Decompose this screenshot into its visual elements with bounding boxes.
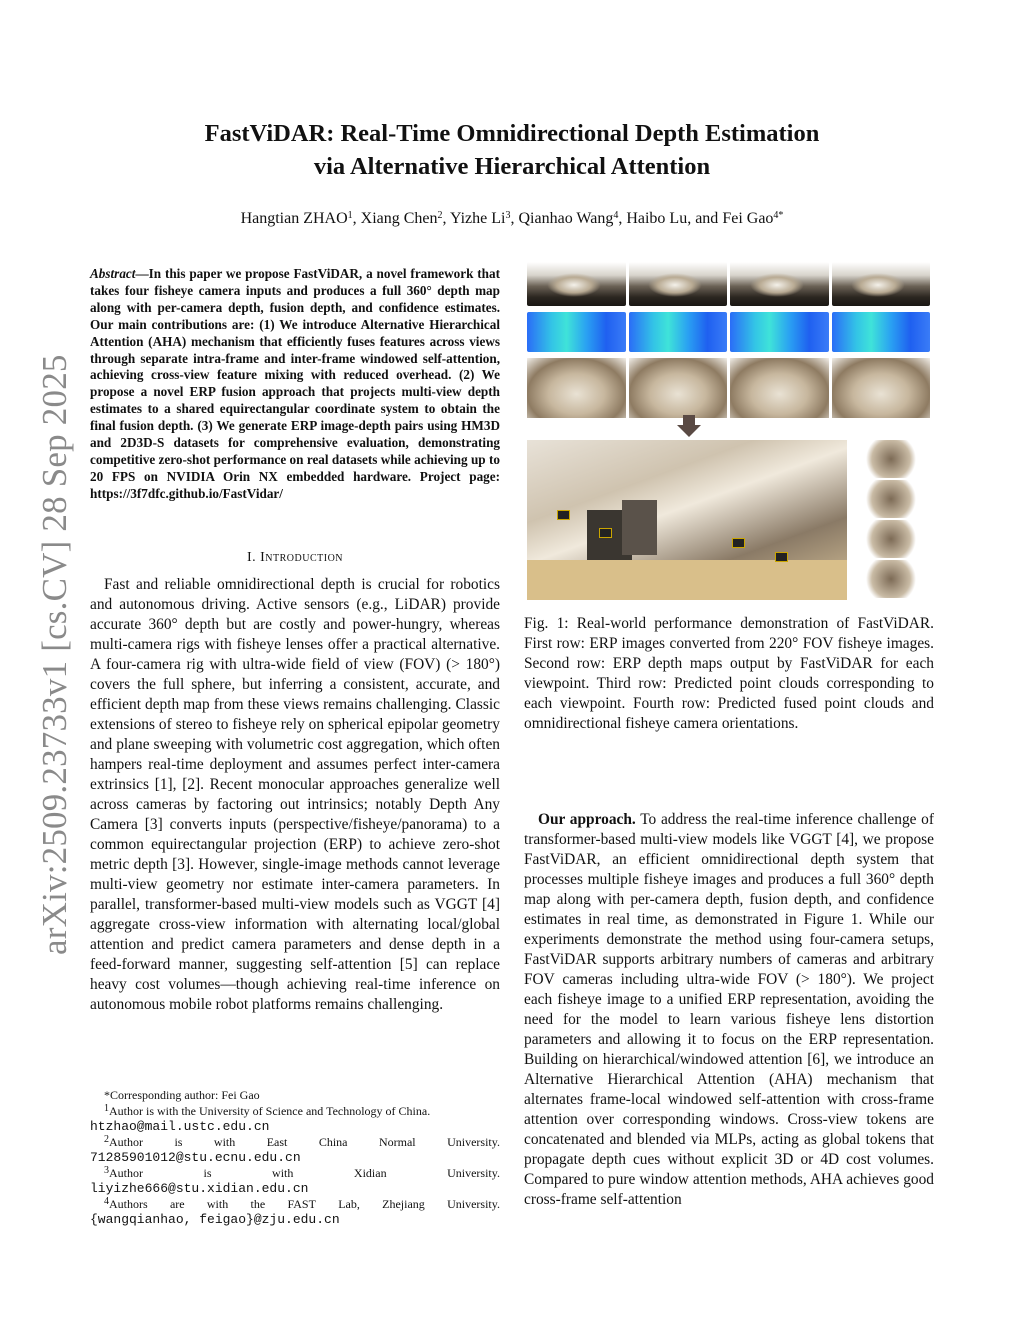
section-number: I. [246, 550, 257, 565]
floor-region [527, 560, 847, 600]
author-join: and [695, 210, 719, 227]
author-name: Qianhao Wang [518, 210, 614, 227]
point-cloud [629, 358, 728, 418]
paper-title [120, 117, 904, 183]
author-separator: , [352, 210, 361, 227]
footnote-2-email: 71285901012@stu.ecnu.edu.cn [90, 1150, 301, 1165]
author-list [120, 208, 904, 230]
footnotes [90, 1088, 500, 1228]
author-name: Hangtian ZHAO [240, 210, 348, 227]
section-heading-introduction [90, 550, 500, 566]
fn2-word: with [213, 1134, 236, 1149]
fn4-word: Authors [109, 1196, 148, 1211]
cabinet-region [622, 500, 657, 555]
orientation-thumbnail [862, 480, 920, 518]
fn2-word: University. [447, 1134, 500, 1149]
erp-image [832, 262, 931, 306]
fn3-word: Author [109, 1165, 143, 1180]
camera-icon [775, 552, 788, 562]
footnote-1-email: htzhao@mail.ustc.edu.cn [90, 1119, 270, 1134]
author-separator: , [510, 210, 519, 227]
section-title: Introduction [260, 550, 344, 565]
approach-paragraph [524, 810, 934, 1210]
footnote-corresponding: *Corresponding author: Fei Gao [104, 1088, 260, 1102]
fn3-w0 [104, 1166, 143, 1182]
fn2-word: East [266, 1134, 288, 1149]
point-cloud [730, 358, 829, 418]
down-arrow-icon [677, 425, 701, 437]
author-name: Haibo Lu [626, 210, 688, 227]
footnote-1-mark: 1 [104, 1102, 109, 1114]
depth-map [730, 312, 829, 352]
orientation-thumbnail [862, 520, 920, 558]
author-separator: , [442, 210, 450, 227]
author-separator: , [618, 210, 627, 227]
footnote-2-mark: 2 [104, 1133, 109, 1145]
abstract [90, 266, 500, 503]
erp-image [730, 262, 829, 306]
approach-text [524, 810, 934, 1210]
fn2-word: China [318, 1134, 348, 1149]
camera-icon [557, 510, 570, 520]
fn4-word: with [206, 1196, 229, 1211]
approach-body: To address the real-time inference challenge of transformer-based multi-view models like VGGT [4], we propose FastViDAR, an efficient omnidirectional depth system that processes multiple fisheye images and produces a full 360° depth map along with per-camera depth, fusion depth, and confidence estimates in real time, as demonstrated in Figure 1. While our experiments demonstrate the method using four-camera setups, FastViDAR supports arbitrary numbers of cameras and arbitrary FOV cameras including ultra-wide FOV (> 180°). We project each fisheye image to a unified ERP representation, avoiding the need for the model to learn various fisheye lens distortion parameters and allowing it to focus on the ERP representation. Building on hierarchical/windowed attention [6], we introduce an Alternative Hierarchical Attention (AHA) mechanism that alternates frame-local windowed self-attention with cross-frame attention over corresponding windows. Cross-view tokens are concatenated and blended via MLPs, acting as global tokens that propagate depth cues without explicit 3D or 4D cost volumes. Compared to pure window attention methods, AHA achieves good cross-frame self-attention [524, 811, 935, 1208]
fused-point-cloud [527, 440, 847, 600]
erp-image-row [527, 262, 930, 306]
fn2-word: Author [109, 1134, 143, 1149]
abstract-label: Abstract [90, 266, 136, 281]
arxiv-identifier: arXiv:2509.23733v1 [cs.CV] 28 Sep 2025 [35, 354, 74, 955]
author-affiliation: 4 [613, 210, 619, 221]
fn2-word: is [174, 1134, 183, 1149]
approach-lead: Our approach. [538, 811, 636, 828]
erp-image [629, 262, 728, 306]
fn2-w0 [104, 1135, 143, 1151]
fn4-word: Zhejiang [382, 1196, 425, 1211]
fn2-word: Normal [378, 1134, 416, 1149]
erp-image [527, 262, 626, 306]
footnote-4-email: {wangqianhao, feigao}@zju.edu.cn [90, 1212, 340, 1227]
footnote-4 [90, 1197, 500, 1213]
footnote-1 [90, 1104, 500, 1120]
footnote-1-text: Author is with the University of Science and Technology of China. [109, 1103, 431, 1118]
fn3-word: Xidian [353, 1165, 387, 1180]
introduction-body [90, 575, 500, 1015]
fn4-w0 [104, 1197, 148, 1213]
point-cloud-row [527, 358, 930, 418]
fn4-word: Lab, [338, 1196, 360, 1211]
camera-icon [732, 538, 745, 548]
author-affiliation: 3 [505, 210, 511, 221]
footnote-3-email: liyizhe666@stu.xidian.edu.cn [90, 1181, 309, 1196]
abstract-text: In this paper we propose FastViDAR, a novel framework that takes four fisheye camera inputs and produces a full 360° depth map along with per-camera depth, fusion depth, and confidence estimates. Our main contributions are: (1) We introduce Alternative Hierarchical Attention (AHA) mechanism that efficiently fuses features across views through separate intra-frame and inter-frame windowed self-attention, achieving cross-view feature mixing with reduced overhead. (2) We propose a novel ERP fusion approach that projects multi-view depth estimates to a shared equirectangular coordinate system to obtain the final fusion depth. (3) We generate ERP image-depth pairs using HM3D and 2D3D-S datasets for comprehensive evaluation, demonstrating competitive zero-shot performance on real datasets while achieving up to 20 FPS on NVIDIA Orin NX embedded hardware. Project page: https://3f7dfc.github.io/FastVidar/ [90, 266, 500, 501]
fn3-word: is [203, 1165, 212, 1180]
abstract-dash: — [135, 266, 149, 281]
fn4-word: are [169, 1196, 185, 1211]
footnote-3 [90, 1166, 500, 1182]
author-affiliation: 4* [773, 210, 784, 221]
fn3-word: with [272, 1165, 294, 1180]
depth-map [832, 312, 931, 352]
author-affiliation: 2 [437, 210, 443, 221]
author-name: Fei Gao [722, 210, 774, 227]
depth-map [527, 312, 626, 352]
point-cloud [832, 358, 931, 418]
figure-1-caption: Fig. 1: Real-world performance demonstration of FastViDAR. First row: ERP images converted from 220° FOV fisheye images. Second row: ERP depth maps output by FastViDAR for each viewpoint. Third row: Predicted point clouds corresponding to each viewpoint. Fourth row: Predicted fused point clouds and omnidirectional fisheye camera orientations. [524, 615, 934, 732]
title-line-2: via Alternative Hierarchical Attention [313, 153, 711, 180]
fn3-word: University. [447, 1165, 500, 1180]
depth-map-row [527, 312, 930, 352]
fn4-word: FAST [287, 1196, 316, 1211]
camera-icon [599, 528, 612, 538]
footnote-2 [90, 1135, 500, 1151]
footnote-3-mark: 3 [104, 1164, 109, 1176]
author-name: Yizhe Li [449, 210, 506, 227]
depth-map [629, 312, 728, 352]
fn4-word: University. [447, 1196, 500, 1211]
author-affiliation: 1 [347, 210, 353, 221]
title-line-1: FastViDAR: Real-Time Omnidirectional Depth Estimation [204, 120, 820, 147]
orientation-thumbnail [862, 440, 920, 478]
author-separator: , [687, 210, 696, 227]
fn4-word: the [250, 1196, 266, 1211]
figure-1 [527, 262, 930, 600]
fisheye-orientation-column [852, 440, 930, 600]
author-name: Xiang Chen [360, 210, 438, 227]
intro-paragraph: Fast and reliable omnidirectional depth is crucial for robotics and autonomous driving. Active sensors (e.g., LiDAR) provide accurate 360° depth but are costly and power-hungry, whereas multi-camera rigs with fisheye lenses offer a practical alternative. A four-camera rig with ultra-wide field of view (FOV) (> 180°) covers the full sphere, but inferring a consistent, accurate, and efficient depth map from these views remains challenging. Classic extensions of stereo to fisheye rely on spherical epipolar geometry and plane sweeping with volumetric cost aggregation, which often hampers real-time deployment and assumes perfect inter-camera extrinsics [1], [2]. Recent monocular approaches generalize well across cameras by factoring out intrinsics; notably Depth Any Camera [3] converts inputs (perspective/fisheye/panorama) to a common equirectangular projection (ERP) to achieve zero-shot metric depth [3]. However, single-image methods cannot leverage multi-view geometry nor estimate inter-camera parameters. In parallel, transformer-based multi-view models such as VGGT [4] aggregate cross-view information with alternating local/global attention and predict camera parameters and dense depth in a feed-forward manner, suggesting self-attention [5] can replace heavy cost volumes—though achieving real-time inference on autonomous mobile robot platforms remains challenging. [90, 576, 500, 1013]
point-cloud [527, 358, 626, 418]
footnote-4-mark: 4 [104, 1195, 109, 1207]
down-arrow-stem [683, 415, 695, 425]
orientation-thumbnail [862, 560, 920, 598]
